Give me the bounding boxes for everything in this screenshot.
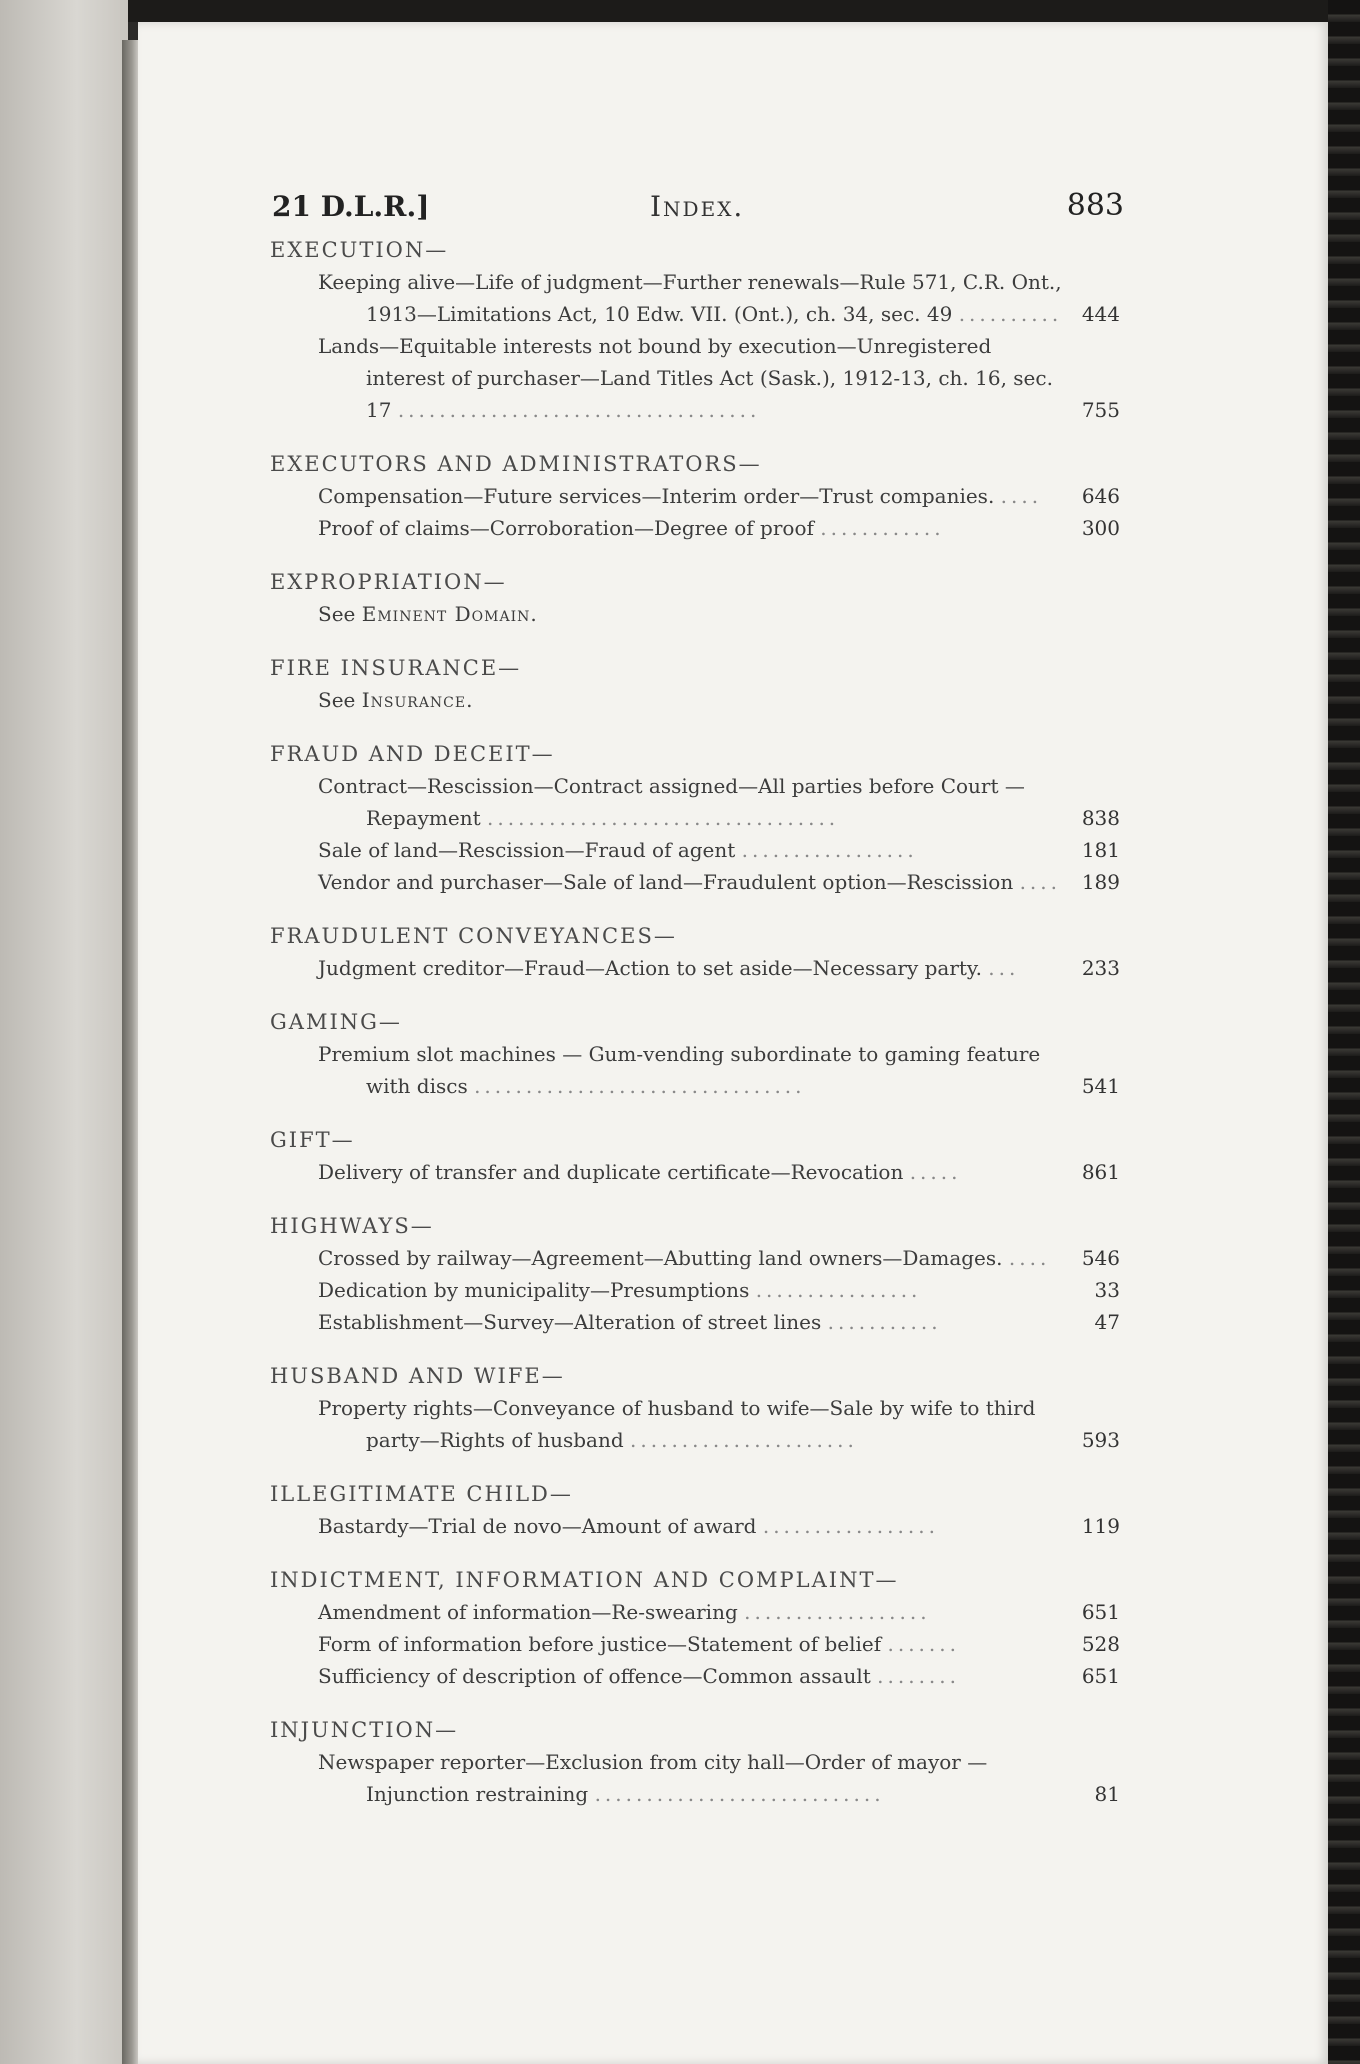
dot-leader: ................................... (397, 398, 761, 422)
entry-page-number: 861 (1081, 1160, 1120, 1184)
index-entry (270, 266, 1120, 330)
index-entry (270, 1274, 1120, 1306)
index-section (270, 566, 1120, 630)
entry-label: Dedication by municipality—Presumptions (318, 1278, 756, 1302)
entry-text (318, 330, 1066, 426)
entry-text (318, 266, 1066, 330)
entry-page-number: 546 (1081, 1246, 1120, 1270)
entry-text (318, 1274, 1066, 1306)
dot-leader: ..... (909, 1160, 962, 1184)
section-heading: HIGHWAYS— (270, 1214, 434, 1238)
page-stack-edge (1328, 0, 1360, 2064)
dot-leader: ................................ (474, 1074, 806, 1098)
entry-text (318, 1038, 1066, 1102)
index-section (270, 652, 1120, 716)
entry-label: Keeping alive—Life of judgment—Further renewals—Rule 571, C.R. Ont., 1913—Limitations Act, 10 Edw. VII. (Ont.), ch. 34, sec. 49 (318, 270, 1062, 326)
section-heading: INJUNCTION— (270, 1718, 459, 1742)
index-entry (270, 1596, 1120, 1628)
entry-text (318, 1746, 1066, 1810)
volume-reference: 21 D.L.R.] (272, 190, 430, 223)
entry-label: Judgment creditor—Fraud—Action to set aside—Necessary party. (318, 956, 989, 980)
entry-label: Contract—Rescission—Contract assigned—All parties before Court —Repayment (318, 774, 1025, 830)
entry-page-number: 755 (1081, 398, 1120, 422)
entry-text (318, 1510, 1066, 1542)
entry-page-number: 651 (1081, 1600, 1120, 1624)
index-section (270, 738, 1120, 898)
dot-leader: .... (1019, 870, 1062, 894)
dot-leader: ...................... (630, 1428, 858, 1452)
page-number: 883 (1066, 188, 1124, 223)
see-target: Eminent Domain. (361, 602, 538, 626)
index-entry (270, 512, 1120, 544)
dot-leader: .......... (958, 302, 1063, 326)
index-entry (270, 1510, 1120, 1542)
index-entry (270, 1038, 1120, 1102)
see-reference (270, 598, 1120, 630)
entry-text (318, 1242, 1066, 1274)
index-entry (270, 1628, 1120, 1660)
entry-label: Property rights—Conveyance of husband to wife—Sale by wife to third party—Rights of husband (318, 1396, 1036, 1452)
entry-page-number: 33 (1094, 1278, 1120, 1302)
index-section (270, 234, 1120, 426)
entry-text (318, 512, 1066, 544)
index-section (270, 448, 1120, 544)
dot-leader: ............ (820, 516, 945, 540)
entry-page-number: 541 (1081, 1074, 1120, 1098)
index-entry (270, 330, 1120, 426)
entry-text (318, 1660, 1066, 1692)
entry-text (318, 1628, 1066, 1660)
running-header (270, 182, 1124, 234)
entry-page-number: 189 (1081, 870, 1120, 894)
index-section (270, 1564, 1120, 1692)
see-prefix: See (318, 602, 362, 626)
entry-label: Establishment—Survey—Alteration of street lines (318, 1310, 828, 1334)
index-section (270, 1210, 1120, 1338)
index-section (270, 1006, 1120, 1102)
page-title: Index. (650, 190, 745, 223)
index-sections (270, 234, 1120, 1810)
section-heading: INDICTMENT, INFORMATION AND COMPLAINT— (270, 1568, 899, 1592)
entry-label: Vendor and purchaser—Sale of land—Fraudulent option—Rescission (318, 870, 1020, 894)
dot-leader: .................. (744, 1600, 931, 1624)
entry-label: Premium slot machines — Gum-vending subordinate to gaming feature with discs (318, 1042, 1041, 1098)
entry-page-number: 444 (1081, 302, 1120, 326)
index-section (270, 1714, 1120, 1810)
section-heading: EXECUTION— (270, 238, 449, 262)
entry-text (318, 1156, 1066, 1188)
entry-text (318, 952, 1066, 984)
entry-label: Sale of land—Rescission—Fraud of agent (318, 838, 742, 862)
entry-page-number: 528 (1081, 1632, 1120, 1656)
entry-text (318, 1392, 1066, 1456)
entry-page-number: 300 (1081, 516, 1120, 540)
dot-leader: ........... (827, 1310, 942, 1334)
entry-text (318, 834, 1066, 866)
index-content (270, 182, 1124, 1810)
index-entry (270, 834, 1120, 866)
dot-leader: .................................. (487, 806, 840, 830)
entry-page-number: 181 (1081, 838, 1120, 862)
section-heading: HUSBAND AND WIFE— (270, 1364, 565, 1388)
see-reference (270, 684, 1120, 716)
index-entry (270, 1392, 1120, 1456)
index-section (270, 1360, 1120, 1456)
index-entry (270, 1660, 1120, 1692)
entry-label: Newspaper reporter—Exclusion from city hall—Order of mayor —Injunction restraining (318, 1750, 988, 1806)
entry-page-number: 646 (1081, 484, 1120, 508)
section-heading: GAMING— (270, 1010, 402, 1034)
entry-page-number: 47 (1094, 1310, 1120, 1334)
section-heading: EXECUTORS AND ADMINISTRATORS— (270, 452, 762, 476)
section-heading: EXPROPRIATION— (270, 570, 507, 594)
entry-label: Proof of claims—Corroboration—Degree of proof (318, 516, 821, 540)
index-entry (270, 1306, 1120, 1338)
see-target: Insurance. (361, 688, 474, 712)
dot-leader: ................. (741, 838, 918, 862)
dot-leader: ... (988, 956, 1020, 980)
entry-page-number: 119 (1081, 1514, 1120, 1538)
entry-text (318, 1596, 1066, 1628)
section-heading: FIRE INSURANCE— (270, 656, 522, 680)
scan-top-border (0, 0, 1360, 22)
dot-leader: ....... (887, 1632, 960, 1656)
section-heading: GIFT— (270, 1128, 355, 1152)
entry-label: Bastardy—Trial de novo—Amount of award (318, 1514, 763, 1538)
index-entry (270, 866, 1120, 898)
index-section (270, 1478, 1120, 1542)
entry-label: Sufficiency of description of offence—Common assault (318, 1664, 878, 1688)
index-entry (270, 952, 1120, 984)
left-page-edge (0, 0, 128, 2064)
entry-label: Amendment of information—Re-swearing (318, 1600, 745, 1624)
index-entry (270, 1242, 1120, 1274)
section-heading: ILLEGITIMATE CHILD— (270, 1482, 573, 1506)
section-heading: FRAUD AND DECEIT— (270, 742, 555, 766)
entry-label: Delivery of transfer and duplicate certificate—Revocation (318, 1160, 910, 1184)
dot-leader: ................ (755, 1278, 922, 1302)
entry-page-number: 838 (1081, 806, 1120, 830)
index-section (270, 920, 1120, 984)
entry-label: Crossed by railway—Agreement—Abutting land owners—Damages. (318, 1246, 1009, 1270)
entry-page-number: 593 (1081, 1428, 1120, 1452)
index-entry (270, 480, 1120, 512)
entry-text (318, 770, 1066, 834)
index-section (270, 1124, 1120, 1188)
entry-label: Form of information before justice—Statement of belief (318, 1632, 888, 1656)
dot-leader: ............................ (594, 1782, 885, 1806)
section-heading: FRAUDULENT CONVEYANCES— (270, 924, 677, 948)
dot-leader: .... (1008, 1246, 1051, 1270)
entry-text (318, 1306, 1066, 1338)
dot-leader: ........ (877, 1664, 960, 1688)
entry-text (318, 480, 1066, 512)
entry-page-number: 233 (1081, 956, 1120, 980)
dot-leader: .... (1000, 484, 1043, 508)
dot-leader: ................. (762, 1514, 939, 1538)
entry-page-number: 651 (1081, 1664, 1120, 1688)
index-entry (270, 1746, 1120, 1810)
index-entry (270, 1156, 1120, 1188)
entry-label: Compensation—Future services—Interim order—Trust companies. (318, 484, 1001, 508)
entry-label: Lands—Equitable interests not bound by execution—Unregistered interest of purchaser—Land Titles Act (Sask.), 1912-13, ch. 16, sec. 17 (318, 334, 1053, 422)
entry-page-number: 81 (1094, 1782, 1120, 1806)
see-prefix: See (318, 688, 362, 712)
entry-text (318, 866, 1066, 898)
index-entry (270, 770, 1120, 834)
